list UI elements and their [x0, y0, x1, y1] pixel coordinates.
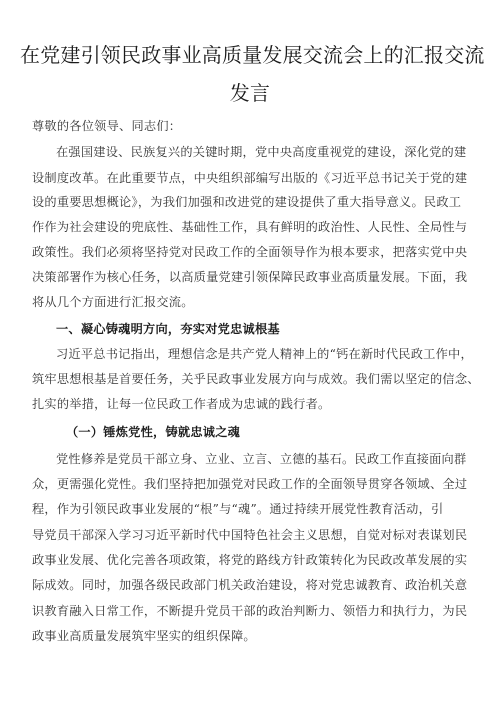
paragraph-line: 习近平总书记指出，理想信念是共产党人精神上的“钙在新时代民政工作中， [56, 347, 473, 361]
paragraph-line: 作作为社会建设的兜底性、基础性工作，具有鲜明的政治性、人民性、全局性与 [32, 220, 468, 234]
subsection-heading-1: （一）锤炼党性，铸就忠诚之魂 [66, 425, 241, 439]
salutation: 尊敬的各位领导、同志们： [32, 119, 182, 133]
document-title-line-1: 在党建引领民政事业高质量发展交流会上的汇报交流 [20, 43, 485, 67]
section-heading-1: 一、凝心铸魂明方向，夯实对党忠诚根基 [56, 322, 280, 336]
paragraph-line: 决策部署作为核心任务，以高质量党建引领保障民政事业高质量发展。下面，我 [32, 270, 468, 284]
paragraph-line: 筑牢思想根基是首要任务，关乎民政事业发展方向与成效。我们需以坚定的信念、 [32, 372, 480, 386]
paragraph-line: 设制度改革。在此重要节点，中央组织部编写出版的《习近平总书记关于党的建 [32, 171, 468, 185]
paragraph-line: 设的重要思想概论》，为我们加强和改进党的建设提供了重大指导意义。民政工 [32, 195, 462, 209]
paragraph-line: 程，作为引领民政事业发展的“根”与“魂”。通过持续开展党性教育活动，引 [32, 502, 444, 516]
paragraph-line: 识教育融入日常工作，不断提升党员干部的政治判断力、领悟力和执行力，为民 [32, 604, 468, 618]
paragraph-line: 政事业高质量发展筑牢坚实的组织保障。 [32, 629, 256, 643]
paragraph-line: 政事业发展、优化完善各项政策，将党的路线方针政策转化为民政改革发展的实 [32, 553, 468, 567]
paragraph-line: 际成效。同时，加强各级民政部门机关政治建设，将对党忠诚教育、政治机关意 [32, 578, 468, 592]
paragraph-line: 扎实的举措，让每一位民政工作者成为忠诚的践行者。 [32, 397, 331, 411]
paragraph-line: 党性修养是党员干部立身、立业、立言、立德的基石。民政工作直接面向群 [56, 452, 467, 466]
paragraph-line: 众，更需强化党性。我们坚持把加强党对民政工作的全面领导贯穿各领域、全过 [32, 477, 468, 491]
paragraph-line: 将从几个方面进行汇报交流。 [32, 295, 194, 309]
paragraph-line: 政策性。我们必须将坚持党对民政工作的全面领导作为根本要求，把落实党中央 [32, 245, 468, 259]
paragraph-line: 导党员干部深入学习习近平新时代中国特色社会主义思想，自觉对标对表谋划民 [32, 528, 468, 542]
paragraph-line: 在强国建设、民族复兴的关键时期，党中央高度重视党的建设，深化党的建 [56, 145, 467, 159]
document-title-line-2: 发言 [229, 81, 271, 105]
